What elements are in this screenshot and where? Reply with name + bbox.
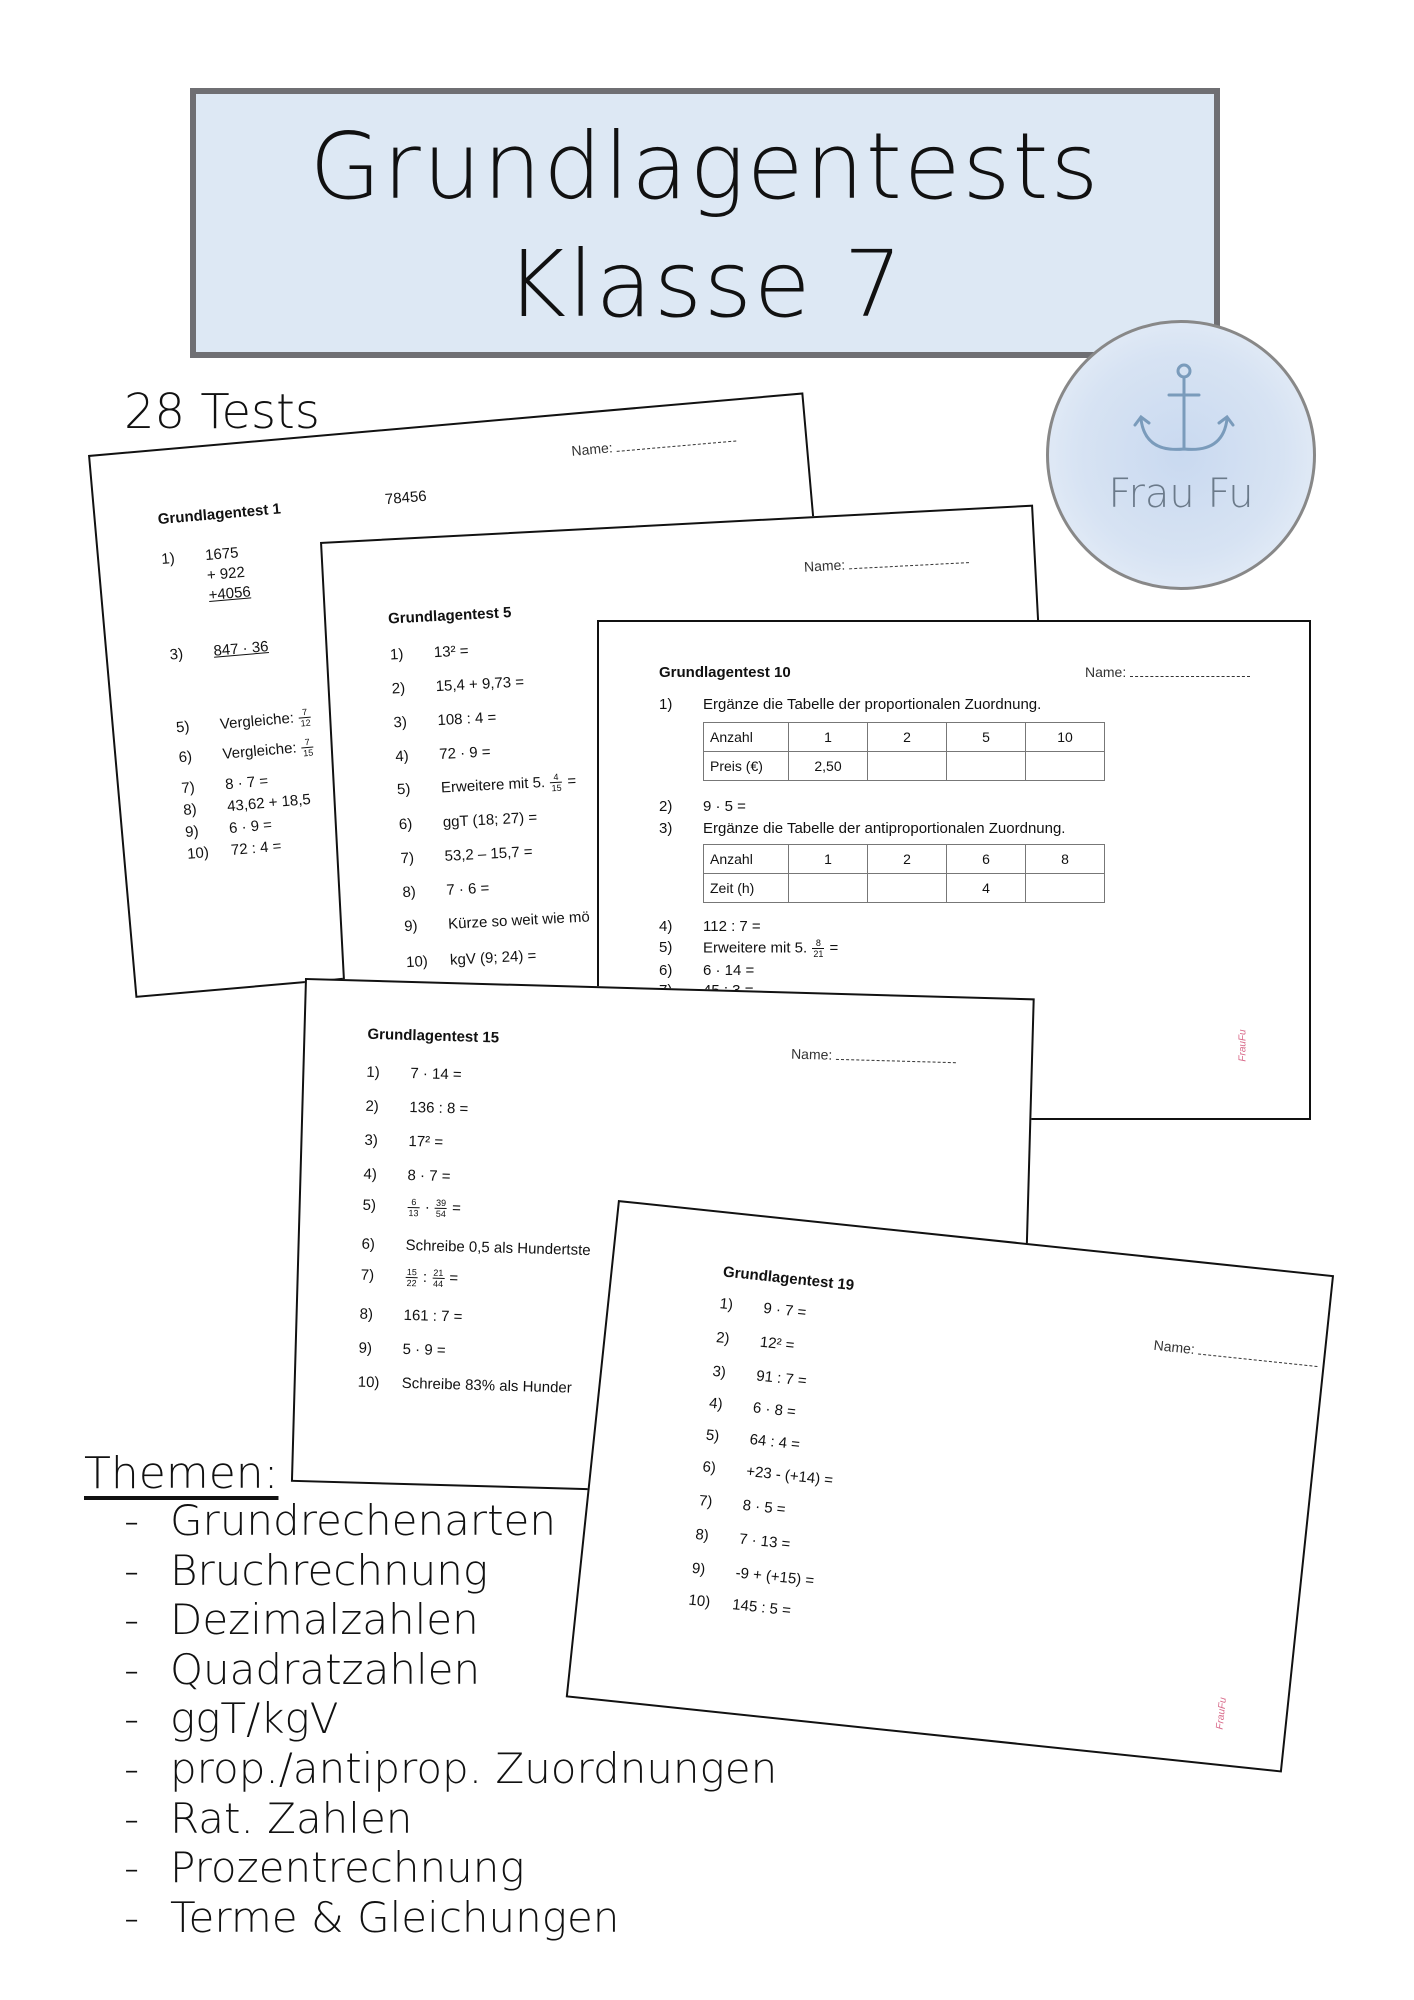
- table-cell: 1: [789, 723, 868, 752]
- table-cell: Preis (€): [704, 752, 789, 781]
- question-item: 8) 161 : 7 =: [359, 1305, 463, 1326]
- question-item: 5) 64 : 4 =: [705, 1426, 801, 1454]
- question-item: 6) Vergleiche: $\frac{7}{15}$: [178, 736, 314, 767]
- question-item: 10) 145 : 5 =: [687, 1591, 792, 1620]
- worksheet-title: Grundlagentest 1: [157, 500, 282, 529]
- question-item: 9) -9 + (+15) =: [691, 1559, 815, 1590]
- table-cell: [947, 752, 1026, 781]
- table-cell: [868, 752, 947, 781]
- question-item: 7) 8 · 5 =: [698, 1492, 787, 1519]
- question-item: 1) Ergänze die Tabelle der proportionalen Zuordnung.: [659, 696, 1042, 713]
- table-cell: 1: [789, 845, 868, 874]
- worksheet-title: Grundlagentest 5: [387, 604, 512, 628]
- topic-item: - prop./antiprop. Zuordnungen: [124, 1743, 778, 1793]
- question-item: 7) 8 · 7 =: [180, 772, 269, 798]
- question-item: 6) Schreibe 0,5 als Hundertste: [361, 1235, 591, 1260]
- table-cell: [789, 874, 868, 903]
- question-item: 8) 7 · 13 =: [694, 1525, 792, 1553]
- question-item: 3) 17² =: [364, 1131, 444, 1151]
- question-item: 3) 91 : 7 =: [711, 1362, 808, 1390]
- table-cell: [868, 874, 947, 903]
- question-item: 4) 72 · 9 =: [394, 743, 491, 766]
- question-item: 5) Erweitere mit 5. $\frac{4}{15}$ =: [396, 771, 577, 799]
- worksheet-title: Grundlagentest 15: [367, 1025, 500, 1047]
- table-cell: 2,50: [789, 752, 868, 781]
- question-item: 1) 9 · 7 =: [718, 1295, 808, 1322]
- question-item: 1) 13² =: [389, 642, 469, 664]
- table-cell: 4: [947, 874, 1026, 903]
- watermark: FrauFu: [1237, 1029, 1249, 1062]
- topic-item: - ggT/kgV: [124, 1694, 339, 1744]
- topic-item: - Dezimalzahlen: [124, 1595, 479, 1645]
- question-item: 7) 53,2 – 15,7 =: [400, 843, 533, 868]
- table-cell: 8: [1026, 845, 1105, 874]
- topics-heading: Themen:: [84, 1448, 279, 1499]
- partial-text: 78456: [384, 487, 428, 509]
- fraction: $\frac{8}{21}$: [813, 938, 824, 959]
- question-item: 10) kgV (9; 24) =: [405, 947, 537, 972]
- topic-item: - Quadratzahlen: [124, 1644, 481, 1694]
- question-item: 6) +23 - (+14) =: [701, 1458, 834, 1489]
- topic-item: - Grundrechenarten: [124, 1496, 556, 1545]
- question-item: 1) 7 · 14 =: [366, 1063, 462, 1084]
- table-cell: Anzahl: [704, 845, 789, 874]
- table-cell: 5: [947, 723, 1026, 752]
- topic-item: - Bruchrechnung: [124, 1545, 489, 1595]
- question-item: 8) 7 · 6 =: [402, 879, 490, 902]
- title-box: [190, 88, 1220, 358]
- watermark: FrauFu: [1214, 1696, 1229, 1731]
- name-field: [1085, 664, 1250, 680]
- tests-count: 28 Tests: [124, 384, 320, 440]
- question-item: 7) $\frac{15}{22}$ : $\frac{21}{44}$ =: [360, 1266, 459, 1289]
- topic-item: - Prozentrechnung: [124, 1843, 525, 1893]
- question-item: 3) Ergänze die Tabelle der antiproportionalen Zuordnung.: [659, 820, 1066, 837]
- name-label: Name:: [1085, 664, 1127, 680]
- question-item: 9) Kürze so weit wie mö: [403, 908, 591, 936]
- question-item: 2) 15,4 + 9,73 =: [391, 673, 525, 698]
- name-label: Name:: [1152, 1336, 1196, 1358]
- antiproportional-table: [703, 844, 1105, 903]
- fraction: $\frac{21}{44}$: [432, 1267, 444, 1289]
- question-item: 3) 108 : 4 =: [393, 709, 497, 732]
- title-line-1: Grundlagentests: [309, 113, 1101, 220]
- table-cell: [1026, 752, 1105, 781]
- question-item: 9) 6 · 9 =: [184, 816, 273, 841]
- question-item: 10) 72 : 4 =: [186, 837, 283, 863]
- question-item: 10) Schreibe 83% als Hunder: [357, 1373, 572, 1397]
- question-item: + 922: [206, 563, 246, 585]
- name-label: Name:: [790, 1045, 833, 1063]
- worksheet-title: Grundlagentest 19: [722, 1263, 855, 1295]
- question-item: 4) 8 · 7 =: [363, 1165, 451, 1186]
- fraction: $\frac{15}{22}$: [406, 1266, 417, 1289]
- proportional-table: [703, 722, 1105, 781]
- table-cell: Anzahl: [704, 723, 789, 752]
- fraction: $\frac{4}{15}$: [551, 771, 562, 794]
- table-cell: 6: [947, 845, 1026, 874]
- question-item: 5) Erweitere mit 5. $\frac{8}{21}$ =: [659, 938, 839, 959]
- name-label: Name:: [570, 439, 614, 459]
- question-item: 6) 6 · 14 =: [659, 962, 755, 979]
- fraction: $\frac{39}{54}$: [435, 1197, 447, 1220]
- question-item: 2) 9 · 5 =: [659, 798, 746, 815]
- question-item: 2) 12² =: [715, 1329, 796, 1355]
- question-item: 9) 5 · 9 =: [358, 1339, 446, 1360]
- name-label: Name:: [803, 556, 846, 575]
- question-item: 2) 136 : 8 =: [365, 1097, 469, 1118]
- question-item: 5) Vergleiche: $\frac{7}{12}$: [175, 706, 312, 737]
- table-cell: 10: [1026, 723, 1105, 752]
- table-cell: [1026, 874, 1105, 903]
- logo: [1046, 320, 1316, 590]
- table-cell: 2: [868, 845, 947, 874]
- name-field: [791, 1046, 957, 1067]
- name-field: [804, 550, 970, 575]
- table-cell: Zeit (h): [704, 874, 789, 903]
- fraction: $\frac{6}{13}$: [408, 1197, 419, 1219]
- question-item: 8) 43,62 + 18,5: [182, 790, 312, 820]
- question-item: 5) $\frac{6}{13}$ · $\frac{39}{54}$ =: [362, 1197, 462, 1220]
- table-cell: 2: [868, 723, 947, 752]
- worksheet-title: Grundlagentest 10: [659, 664, 791, 681]
- question-item: +4056: [207, 583, 252, 604]
- question-item: 4) 112 : 7 =: [659, 918, 761, 935]
- name-field: [1153, 1337, 1319, 1370]
- question-item: 1) 1675: [160, 544, 240, 568]
- topic-item: - Rat. Zahlen: [124, 1793, 413, 1843]
- fraction: $\frac{7}{12}$: [300, 706, 312, 729]
- question-item: 3) 847 · 36: [169, 638, 270, 664]
- topic-item: - Terme & Gleichungen: [124, 1892, 620, 1942]
- question-item: 4) 6 · 8 =: [708, 1394, 797, 1421]
- logo-text: Frau Fu: [1108, 471, 1254, 517]
- name-field: [571, 428, 737, 458]
- anchor-icon: [1131, 361, 1237, 461]
- question-item: 6) ggT (18; 27) =: [398, 809, 538, 834]
- fraction: $\frac{7}{15}$: [302, 736, 314, 759]
- title-line-2: Klasse 7: [505, 231, 905, 338]
- topics-list: [124, 1496, 777, 1942]
